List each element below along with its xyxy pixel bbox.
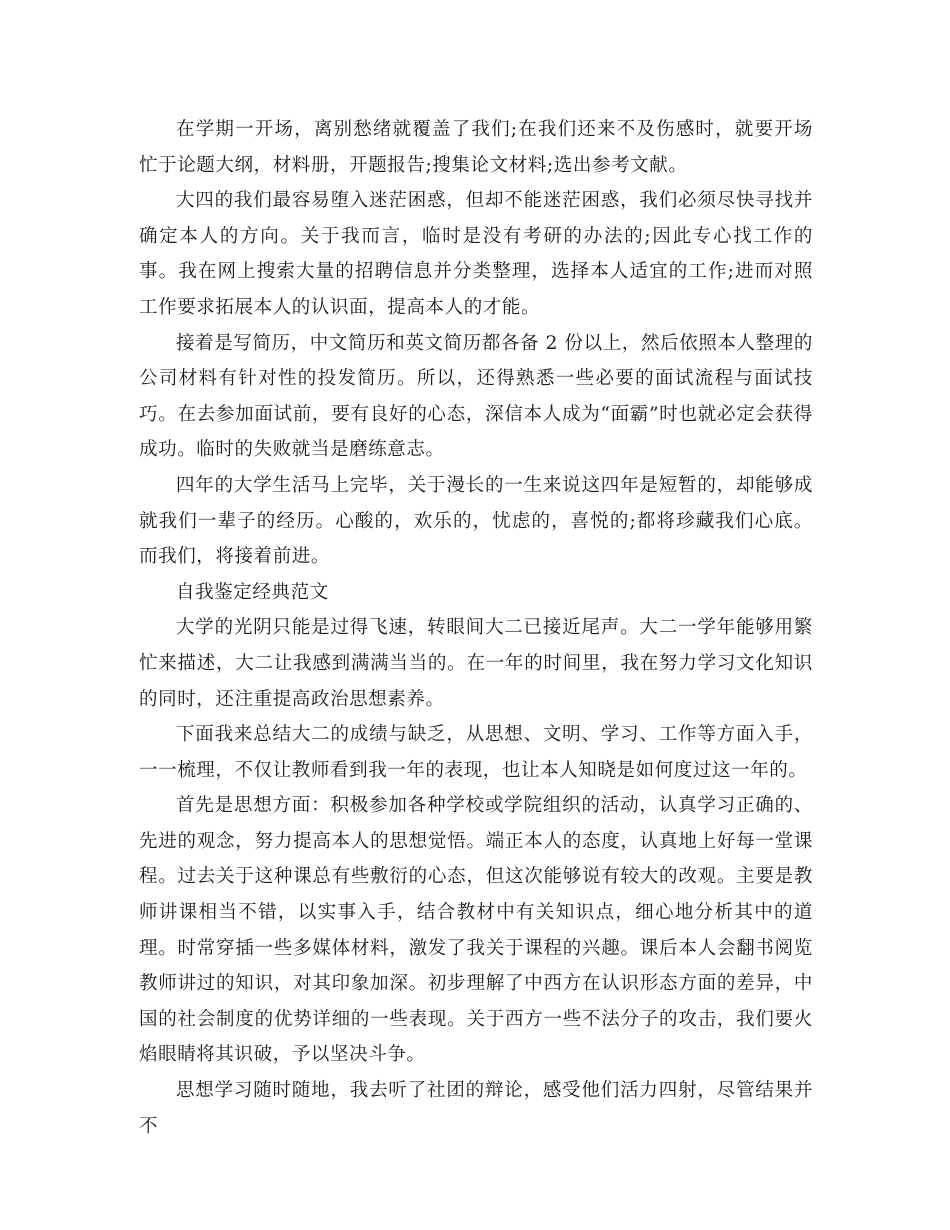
paragraph-job-direction: 大四的我们最容易堕入迷茫困惑，但却不能迷茫困惑，我们必须尽快寻找并确定本人的方向。关于我而言，临时是没有考研的办法的;因此专心找工作的事。我在网上搜索大量的招聘信息并分类整理，选择本人适宜的工作;进而对照工作要求拓展本人的认识面，提高本人的才能。: [139, 190, 813, 318]
paragraph-resume: 接着是写简历，中文简历和英文简历都各备 2 份以上，然后依照本人整理的公司材料有针对性的投发简历。所以，还得熟悉一些必要的面试流程与面试技巧。在去参加面试前，要有良好的心态，深信本人成为“面霸”时也就必定会获得成功。临时的失败就当是磨练意志。: [139, 332, 813, 461]
paragraph-summary-intro: 下面我来总结大二的成绩与缺乏，从思想、文明、学习、工作等方面入手，一一梳理，不仅让教师看到我一年的表现，也让本人知晓是如何度过这一年的。: [139, 724, 813, 781]
paragraph-sophomore-year: 大学的光阴只能是过得飞速，转眼间大二已接近尾声。大二一学年能够用繁忙来描述，大二让我感到满满当当的。在一年的时间里，我在努力学习文化知识的同时，还注重提高政治思想素养。: [139, 617, 813, 710]
paragraph-ideology: 首先是思想方面：积极参加各种学校或学院组织的活动，认真学习正确的、先进的观念，努力提高本人的思想觉悟。端正本人的态度，认真地上好每一堂课程。过去关于这种课总有些敷衍的心态，但这次能够说有较大的改观。主要是教师讲课相当不错，以实事入手，结合教材中有关知识点，细心地分析其中的道理。时常穿插一些多媒体材料，激发了我关于课程的兴趣。课后本人会翻书阅览教师讲过的知识，对其印象加深。初步理解了中西方在认识形态方面的差异，中国的社会制度的优势详细的一些表现。关于西方一些不法分子的攻击，我们要火焰眼睛将其识破，予以坚决斗争。: [139, 795, 813, 1066]
document-body: [139, 112, 813, 1144]
paragraph-four-years: 四年的大学生活马上完毕，关于漫长的一生来说这四年是短暂的，却能够成就我们一辈子的经历。心酸的，欢乐的，忧虑的，喜悦的;都将珍藏我们心底。而我们，将接着前进。: [139, 474, 813, 568]
paragraph-thesis-start: 在学期一开场，离别愁绪就覆盖了我们;在我们还来不及伤感时，就要开场忙于论题大纲，材料册，开题报告;搜集论文材料;选出参考文献。: [139, 119, 813, 176]
section-title: 自我鉴定经典范文: [176, 581, 329, 603]
paragraph-debate: 思想学习随时随地，我去听了社团的辩论，感受他们活力四射，尽管结果并不: [139, 1080, 813, 1137]
